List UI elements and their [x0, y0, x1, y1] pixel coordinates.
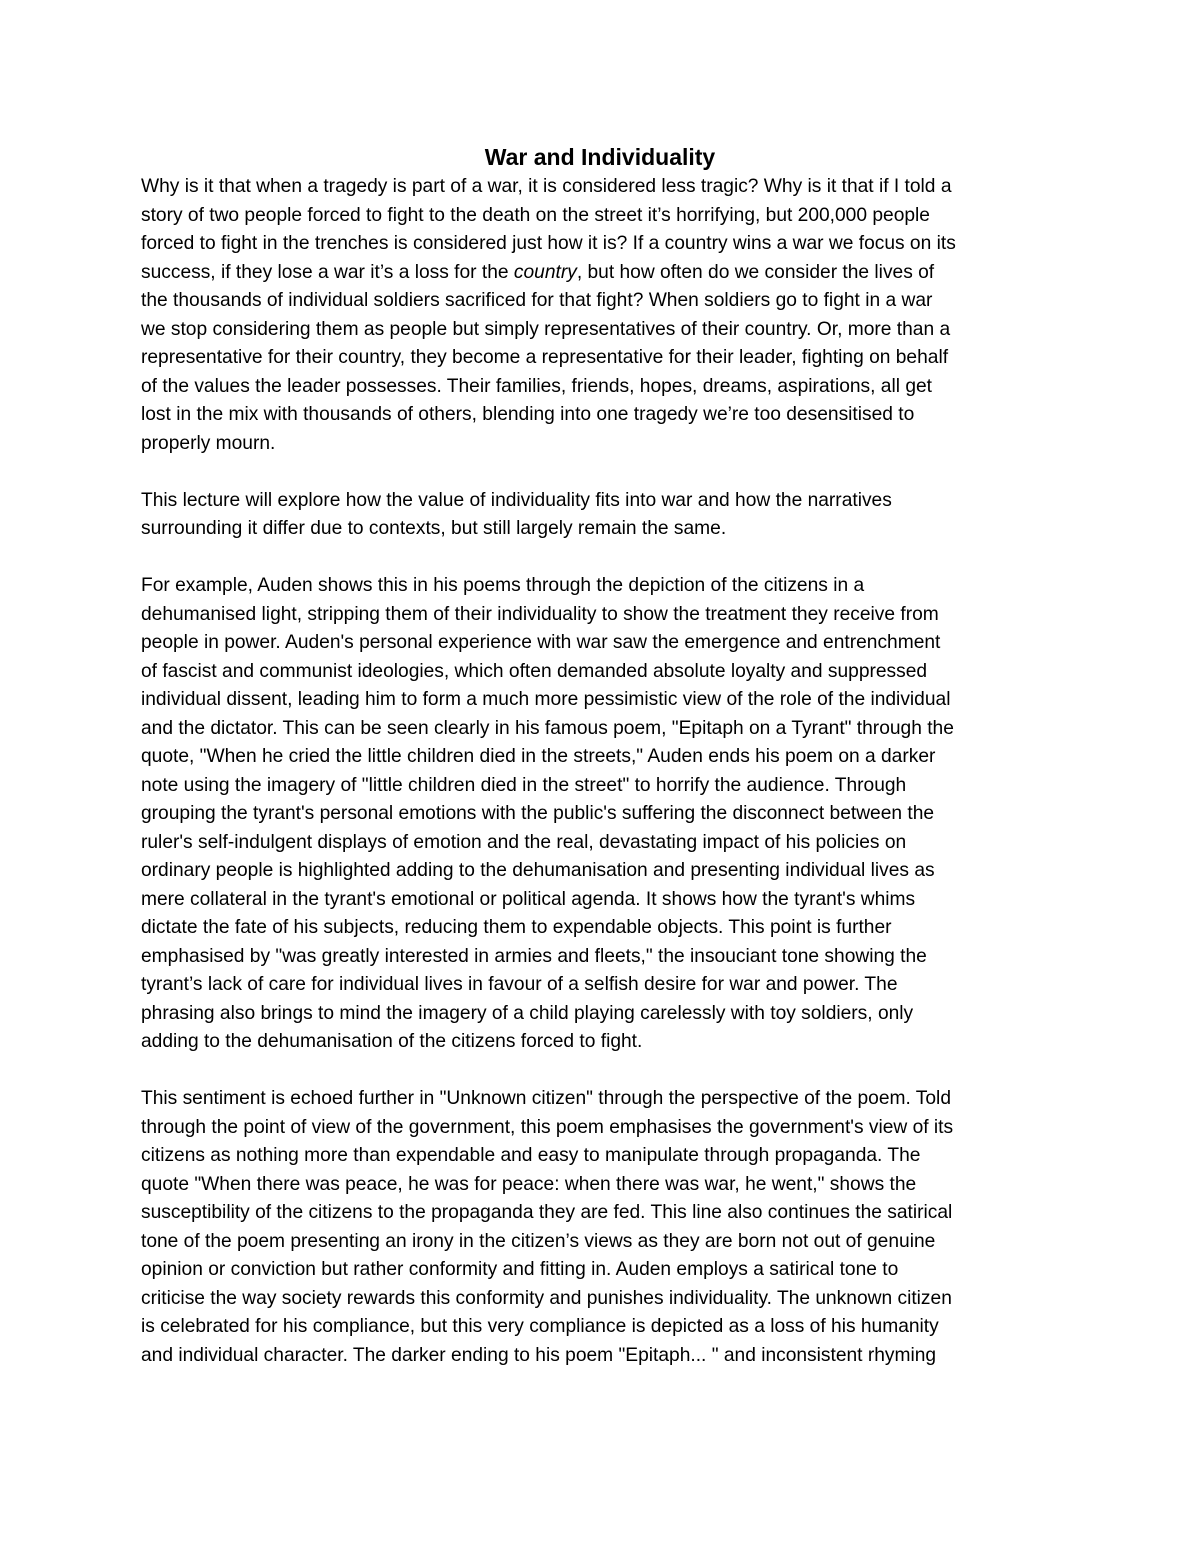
text-segment: emphasised by "was greatly interested in armies and fleets," the insouciant tone showing the	[141, 945, 927, 967]
text-segment: mere collateral in the tyrant's emotional or political agenda. It shows how the tyrant's whims	[141, 888, 916, 910]
text-line	[141, 572, 1071, 601]
text-segment: criticise the way society rewards this conformity and punishes individuality. The unknown citizen	[141, 1287, 952, 1309]
text-segment: and individual character. The darker ending to his poem "Epitaph... " and inconsistent rhyming	[141, 1344, 937, 1366]
text-line	[141, 1171, 1071, 1200]
text-segment: tone of the poem presenting an irony in the citizen’s views as they are born not out of genuine	[141, 1230, 936, 1252]
text-line	[141, 259, 1071, 288]
text-segment: , but how often do we consider the lives of	[576, 261, 935, 283]
text-segment: opinion or conviction but rather conformity and fitting in. Auden employs a satirical tone to	[141, 1259, 899, 1280]
text-segment: is celebrated for his compliance, but this very compliance is depicted as a loss of his humanity	[141, 1316, 939, 1337]
text-segment: adding to the dehumanisation of the citizens forced to fight.	[141, 1031, 643, 1052]
text-segment: susceptibility of the citizens to the propaganda they are fed. This line also continues the satirical	[141, 1202, 953, 1223]
italic-emphasis: country	[513, 261, 577, 283]
text-line	[141, 487, 1071, 516]
text-line	[141, 1114, 1071, 1143]
paragraph	[141, 173, 1071, 458]
text-segment: forced to fight in the trenches is considered just how it is? If a country wins a war we focus on its	[141, 233, 956, 254]
text-segment: the thousands of individual soldiers sacrificed for that fight? When soldiers go to fight in a war	[141, 290, 933, 311]
text-segment: This sentiment is echoed further in "Unknown citizen" through the perspective of the poem. Told	[141, 1088, 951, 1109]
text-segment: of fascist and communist ideologies, which often demanded absolute loyalty and suppressed	[141, 660, 928, 682]
text-line	[141, 515, 1071, 544]
text-segment: individual dissent, leading him to form a much more pessimistic view of the role of the individual	[141, 689, 951, 710]
text-line	[141, 1228, 1071, 1257]
text-segment: This lecture will explore how the value of individuality fits into war and how the narratives	[141, 489, 892, 511]
text-line	[141, 914, 1071, 943]
text-line	[141, 800, 1071, 829]
text-segment: lost in the mix with thousands of others, blending into one tragedy we’re too desensitised to	[141, 404, 915, 425]
text-line	[141, 1313, 1071, 1342]
text-line	[141, 1000, 1071, 1029]
paragraph	[141, 572, 1071, 1057]
text-line	[141, 886, 1071, 915]
text-segment: story of two people forced to fight to the death on the street it’s horrifying, but 200,000 people	[141, 204, 930, 226]
text-line	[141, 971, 1071, 1000]
text-segment: dehumanised light, stripping them of their individuality to show the treatment they receive from	[141, 603, 939, 625]
text-line	[141, 857, 1071, 886]
text-segment: people in power. Auden's personal experience with war saw the emergence and entrenchment	[141, 632, 941, 653]
text-line	[141, 1285, 1071, 1314]
text-line	[141, 1342, 1071, 1371]
text-segment: For example, Auden shows this in his poems through the depiction of the citizens in a	[141, 575, 865, 596]
document-title: War and Individuality	[484, 144, 716, 170]
text-line	[141, 1199, 1071, 1228]
paragraph	[141, 1085, 1071, 1370]
text-segment: note using the imagery of "little children died in the street" to horrify the audience. Through	[141, 774, 907, 796]
text-line	[141, 230, 1071, 259]
text-line	[141, 373, 1071, 402]
text-line	[141, 1085, 1071, 1114]
text-line	[141, 202, 1071, 231]
text-segment: dictate the fate of his subjects, reducing them to expendable objects. This point is further	[141, 917, 892, 938]
text-line	[141, 1142, 1071, 1171]
text-segment: grouping the tyrant's personal emotions with the public's suffering the disconnect between the	[141, 803, 935, 824]
text-segment: ordinary people is highlighted adding to the dehumanisation and presenting individual lives as	[141, 860, 935, 881]
text-segment: representative for their country, they become a representative for their leader, fighting on behalf	[141, 347, 949, 368]
text-line	[141, 743, 1071, 772]
text-segment: through the point of view of the government, this poem emphasises the government's view of its	[141, 1116, 954, 1138]
text-segment: properly mourn.	[141, 432, 276, 454]
text-segment: phrasing also brings to mind the imagery of a child playing carelessly with toy soldiers, only	[141, 1002, 914, 1024]
text-line	[141, 686, 1071, 715]
text-segment: and the dictator. This can be seen clearly in his famous poem, "Epitaph on a Tyrant" through the	[141, 717, 954, 739]
text-segment: quote "When there was peace, he was for peace: when there was war, he went," shows the	[141, 1173, 917, 1195]
text-segment: Why is it that when a tragedy is part of a war, it is considered less tragic? Why is it that if I told a	[141, 176, 952, 197]
text-line	[141, 629, 1071, 658]
text-segment: quote, "When he cried the little children died in the streets," Auden ends his poem on a darker	[141, 746, 936, 767]
text-segment: ruler's self-indulgent displays of emotion and the real, devastating impact of his policies on	[141, 831, 907, 853]
text-line	[141, 829, 1071, 858]
document-body	[141, 173, 1071, 1399]
text-segment: citizens as nothing more than expendable and easy to manipulate through propaganda. The	[141, 1145, 921, 1166]
text-segment: tyrant’s lack of care for individual lives in favour of a selfish desire for war and power. The	[141, 974, 898, 995]
text-segment: success, if they lose a war it’s a loss for the	[141, 261, 514, 283]
text-line	[141, 1028, 1071, 1057]
paragraph	[141, 487, 1071, 544]
text-line	[141, 772, 1071, 801]
text-line	[141, 287, 1071, 316]
text-line	[141, 173, 1071, 202]
text-line	[141, 430, 1071, 459]
text-line	[141, 1256, 1071, 1285]
text-line	[141, 401, 1071, 430]
text-line	[141, 344, 1071, 373]
text-line	[141, 715, 1071, 744]
text-segment: surrounding it differ due to contexts, but still largely remain the same.	[141, 518, 727, 539]
text-segment: of the values the leader possesses. Their families, friends, hopes, dreams, aspirations, all get	[141, 375, 933, 397]
text-line	[141, 601, 1071, 630]
text-line	[141, 943, 1071, 972]
text-line	[141, 658, 1071, 687]
text-line	[141, 316, 1071, 345]
text-segment: we stop considering them as people but simply representatives of their country. Or, more than a	[141, 318, 951, 340]
